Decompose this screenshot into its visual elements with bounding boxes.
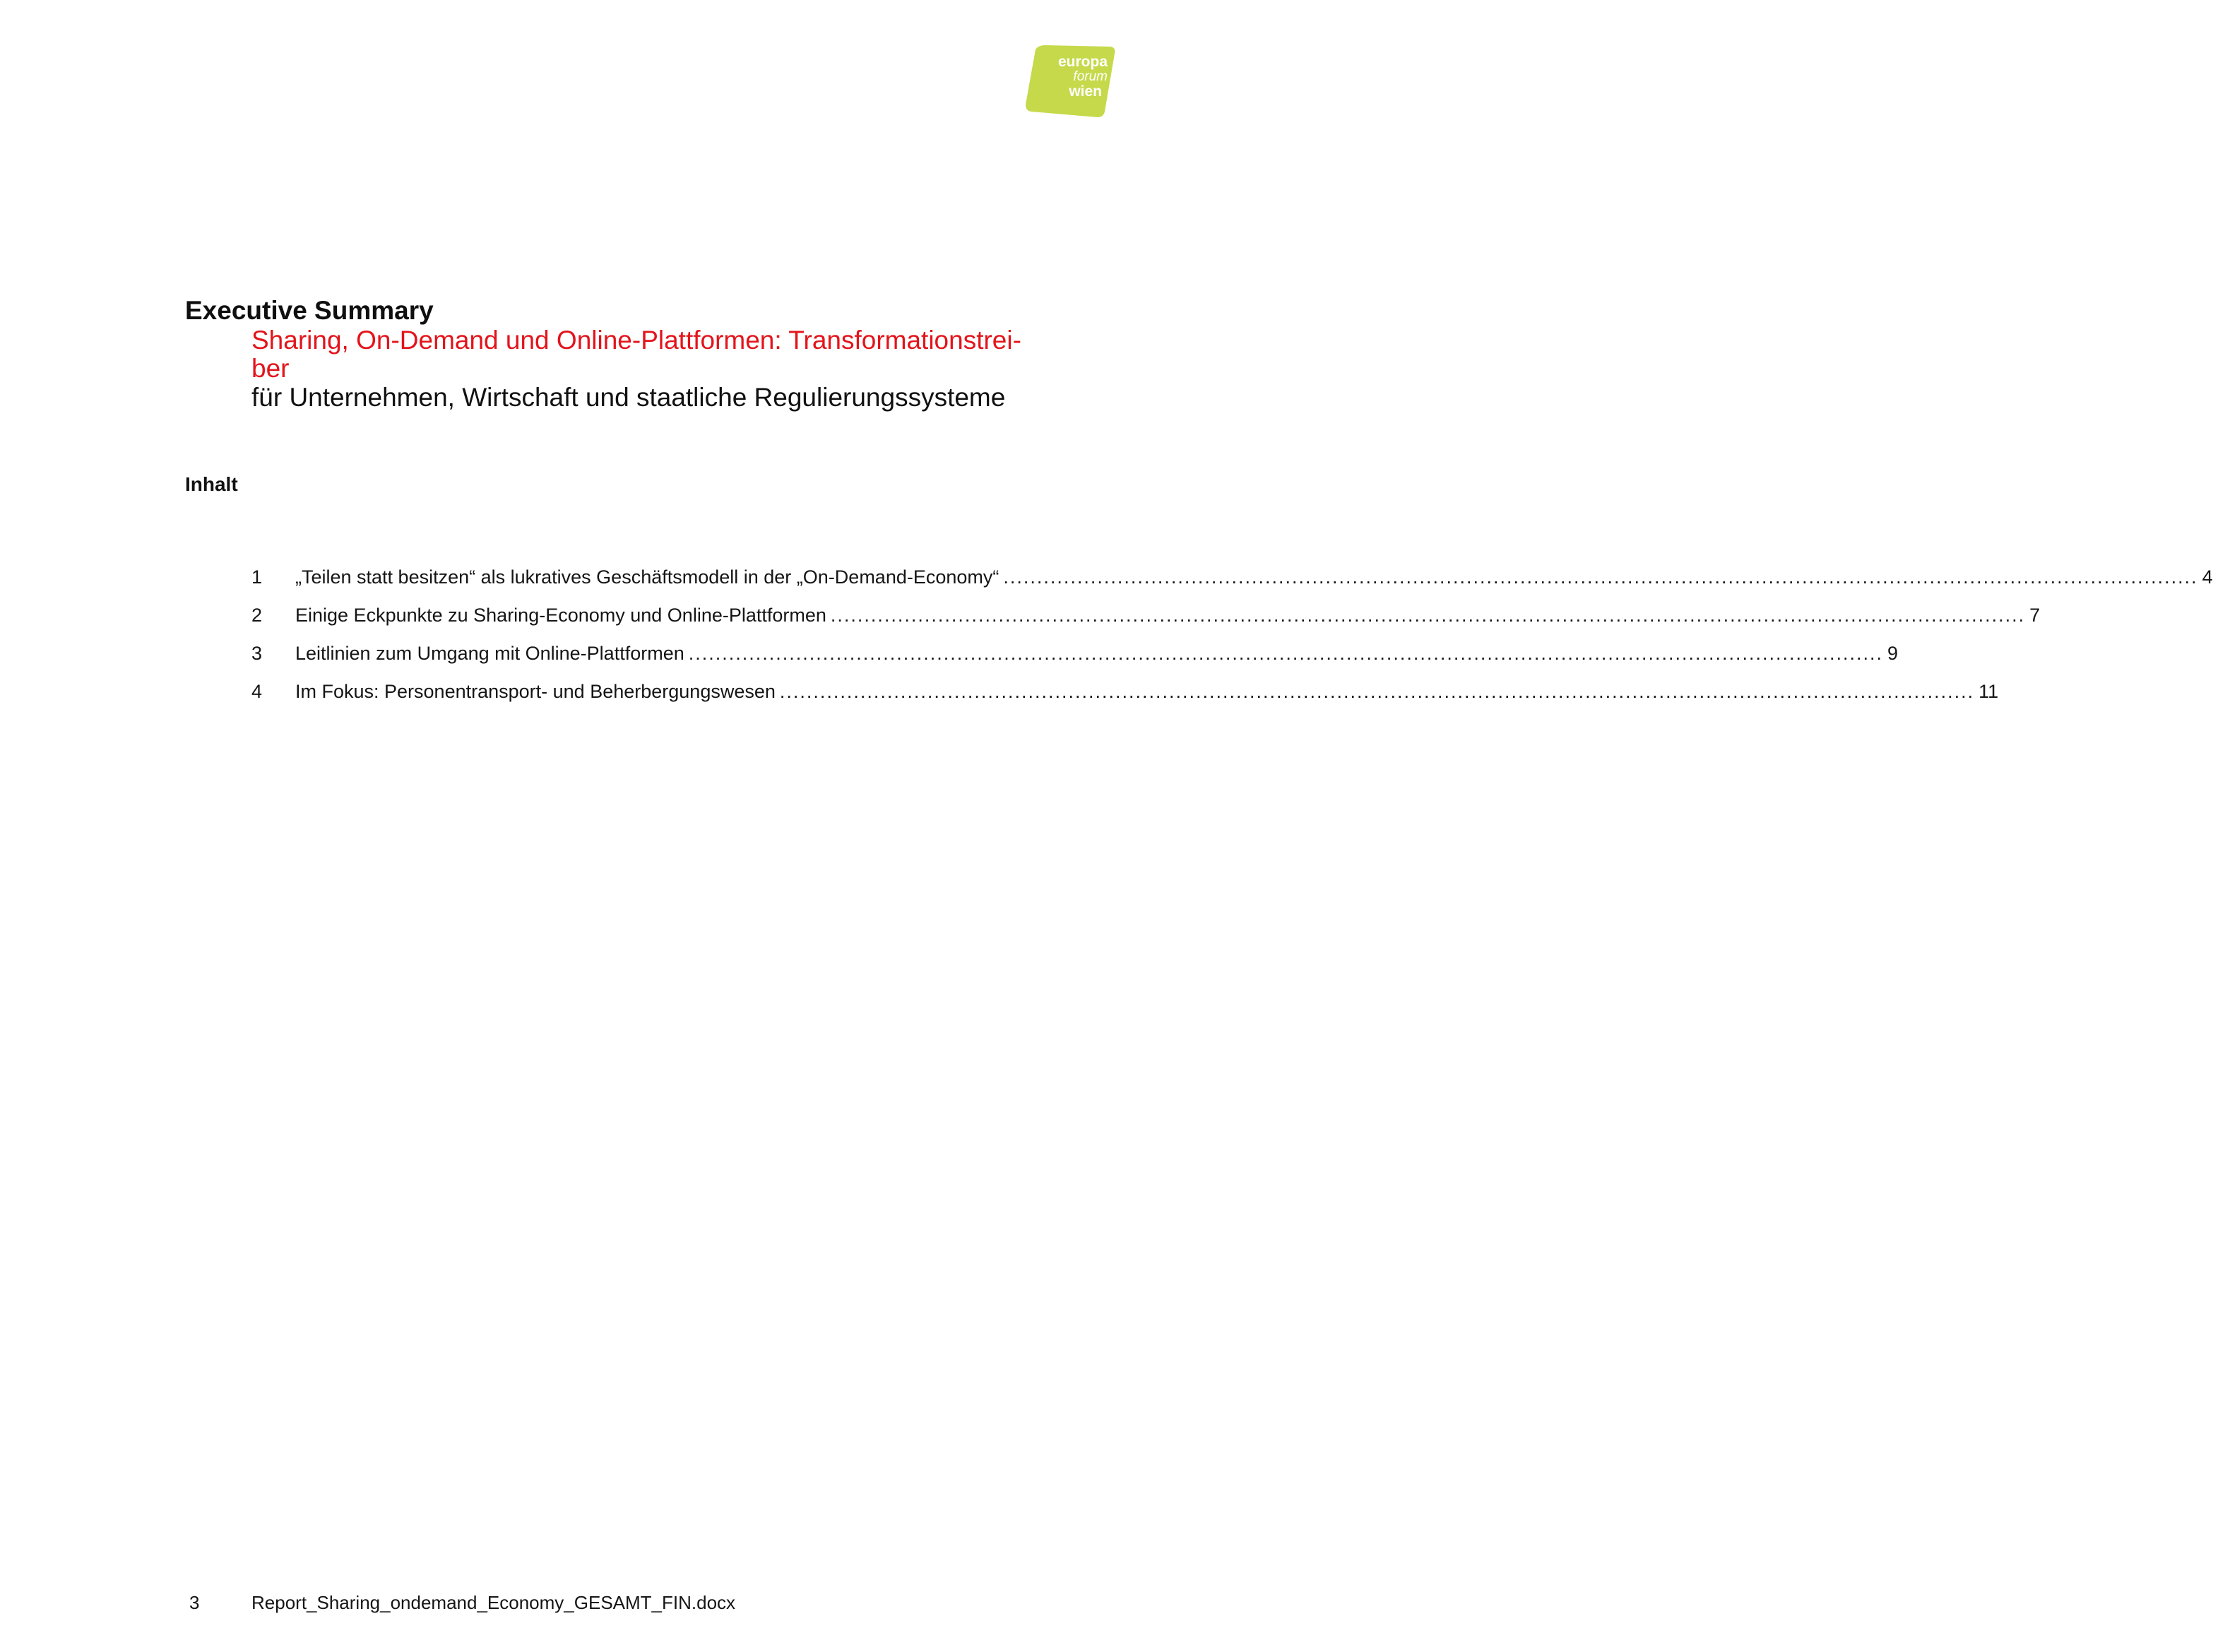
- title-subtitle: für Unternehmen, Wirtschaft und staatliche Regulierungssysteme: [251, 383, 1006, 412]
- document-title: [251, 326, 1117, 412]
- toc-entry-number: 2: [251, 605, 263, 626]
- toc-entry-page: 11: [1978, 681, 1999, 702]
- toc-leader-dots: ..................................................................................................................................................................................: [1003, 566, 2198, 588]
- toc-entry-number: 4: [251, 681, 263, 702]
- document-type: Executive Summary: [185, 296, 434, 325]
- title-main-line-1: Sharing, On-Demand und Online-Plattformen: Transformationstrei-: [251, 326, 1021, 355]
- toc-leader-dots: ..................................................................................................................................................................................: [830, 605, 2026, 626]
- toc-entry-page: 4: [2202, 566, 2213, 588]
- table-of-contents: [251, 566, 2213, 719]
- toc-heading: Inhalt: [185, 473, 238, 495]
- toc-entry-title: Im Fokus: Personentransport- und Beherbergungswesen: [295, 681, 776, 702]
- toc-entry-number: 1: [251, 566, 263, 588]
- logo-line-3: wien: [1069, 83, 1102, 100]
- document-heading: [185, 295, 1117, 412]
- logo-mark: [1024, 44, 1116, 119]
- logo-line-2: forum: [1073, 69, 1108, 84]
- toc-entry[interactable]: [251, 566, 2213, 605]
- toc-leader-dots: ..................................................................................................................................................................................: [779, 681, 1975, 702]
- logo-line-1: europa: [1057, 54, 1108, 70]
- toc-entry[interactable]: [251, 681, 1999, 719]
- toc-entry[interactable]: [251, 605, 2041, 643]
- toc-entry-page: 7: [2029, 605, 2041, 626]
- toc-entry-title: Leitlinien zum Umgang mit Online-Plattformen: [295, 643, 684, 664]
- toc-entry-title: „Teilen statt besitzen“ als lukratives Geschäftsmodell in der „On-Demand-Economy“: [295, 566, 999, 588]
- toc-entry-page: 9: [1887, 643, 1899, 664]
- toc-entry[interactable]: [251, 643, 1899, 681]
- title-main-line-2: ber: [251, 354, 290, 383]
- toc-entry-title: Einige Eckpunkte zu Sharing-Economy und Online-Plattformen: [295, 605, 826, 626]
- toc-leader-dots: ..................................................................................................................................................................................: [688, 643, 1883, 664]
- footer-page-number: 3: [189, 1592, 200, 1613]
- footer-filename: Report_Sharing_ondemand_Economy_GESAMT_FIN.docx: [251, 1592, 736, 1613]
- toc-entry-number: 3: [251, 643, 263, 664]
- europa-forum-wien-logo: [1024, 44, 1116, 119]
